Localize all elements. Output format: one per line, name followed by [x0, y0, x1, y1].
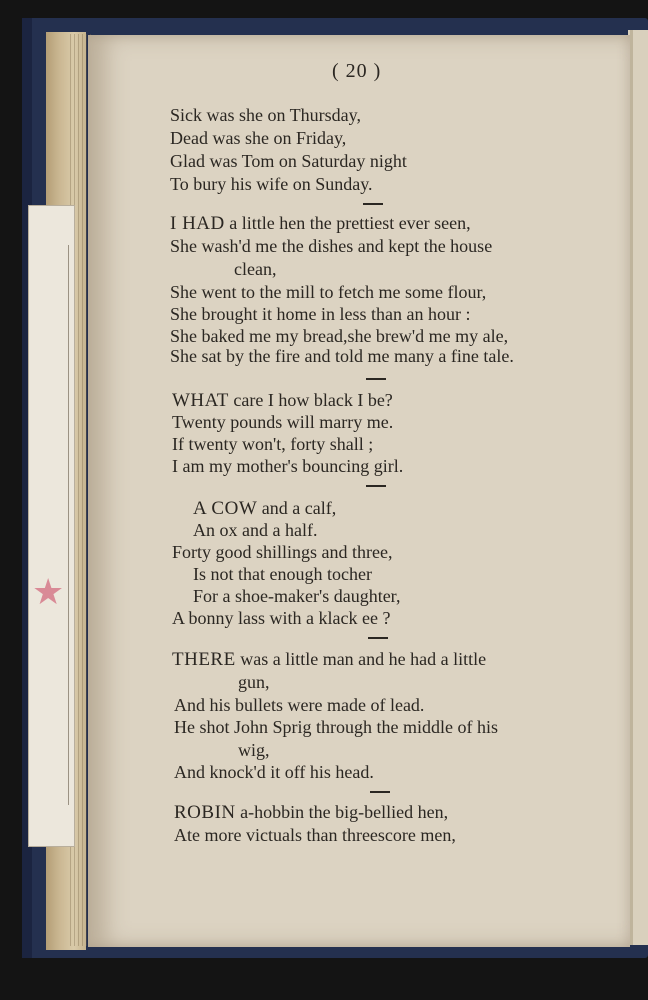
verse-line: If twenty won't, forty shall ;	[172, 434, 374, 454]
verse-text: a little hen the prettiest ever seen,	[229, 213, 471, 233]
verse-line: She sat by the fire and told me many a fine tale.	[170, 346, 514, 366]
verse-line: To bury his wife on Sunday.	[170, 174, 373, 194]
verse-lead: A COW	[193, 498, 258, 519]
stanza-divider	[363, 203, 383, 205]
verse-line: Ate more victuals than threescore men,	[174, 825, 456, 845]
verse-line: clean,	[234, 259, 277, 279]
verse-lead: WHAT	[172, 390, 229, 411]
verse-line: An ox and a half.	[193, 520, 318, 540]
verse-line	[170, 212, 471, 235]
verse-line: Dead was she on Friday,	[170, 128, 347, 148]
verse-line: She went to the mill to fetch me some flour,	[170, 282, 487, 302]
stanza-divider	[368, 637, 388, 639]
page-number: ( 20 )	[332, 60, 382, 82]
stanza-divider	[366, 378, 386, 380]
verse-line: She wash'd me the dishes and kept the house	[170, 236, 493, 256]
verse-line: And his bullets were made of lead.	[174, 695, 425, 715]
verse-line: Forty good shillings and three,	[172, 542, 393, 562]
verse-line: He shot John Sprig through the middle of his	[174, 717, 498, 737]
verse-text: a-hobbin the big-bellied hen,	[240, 802, 449, 822]
verse-line	[172, 389, 393, 412]
verse-line: And knock'd it off his head.	[174, 762, 374, 782]
verse-lead: THERE	[172, 649, 236, 670]
verse-lead: ROBIN	[174, 802, 236, 823]
verse-line	[172, 648, 486, 671]
verse-line: For a shoe-maker's daughter,	[193, 586, 401, 606]
verse-text: was a little man and he had a little	[240, 649, 487, 669]
verse-line	[174, 801, 448, 824]
verse-line: A bonny lass with a klack ee ?	[172, 608, 391, 628]
verse-text: care I how black I be?	[233, 390, 393, 410]
verse-line: gun,	[238, 672, 270, 692]
gutter-shadow	[630, 30, 633, 945]
verse-line: Glad was Tom on Saturday night	[170, 151, 407, 171]
verse-line: wig,	[238, 740, 270, 760]
verse-line: Twenty pounds will marry me.	[172, 412, 394, 432]
verse-line: Sick was she on Thursday,	[170, 105, 361, 125]
star-stamp-icon: ★	[32, 572, 65, 612]
verse-line: I am my mother's bouncing girl.	[172, 456, 404, 476]
bookmark-border	[36, 245, 69, 805]
verse-line: She baked me my bread,she brew'd me my ale,	[170, 326, 509, 346]
stanza-divider	[370, 791, 390, 793]
stanza-divider	[366, 485, 386, 487]
verse-lead: I HAD	[170, 213, 225, 234]
verse-text: and a calf,	[261, 498, 337, 518]
verse-line: Is not that enough tocher	[193, 564, 372, 584]
verse-line: She brought it home in less than an hour :	[170, 304, 471, 324]
verse-line	[193, 497, 336, 520]
